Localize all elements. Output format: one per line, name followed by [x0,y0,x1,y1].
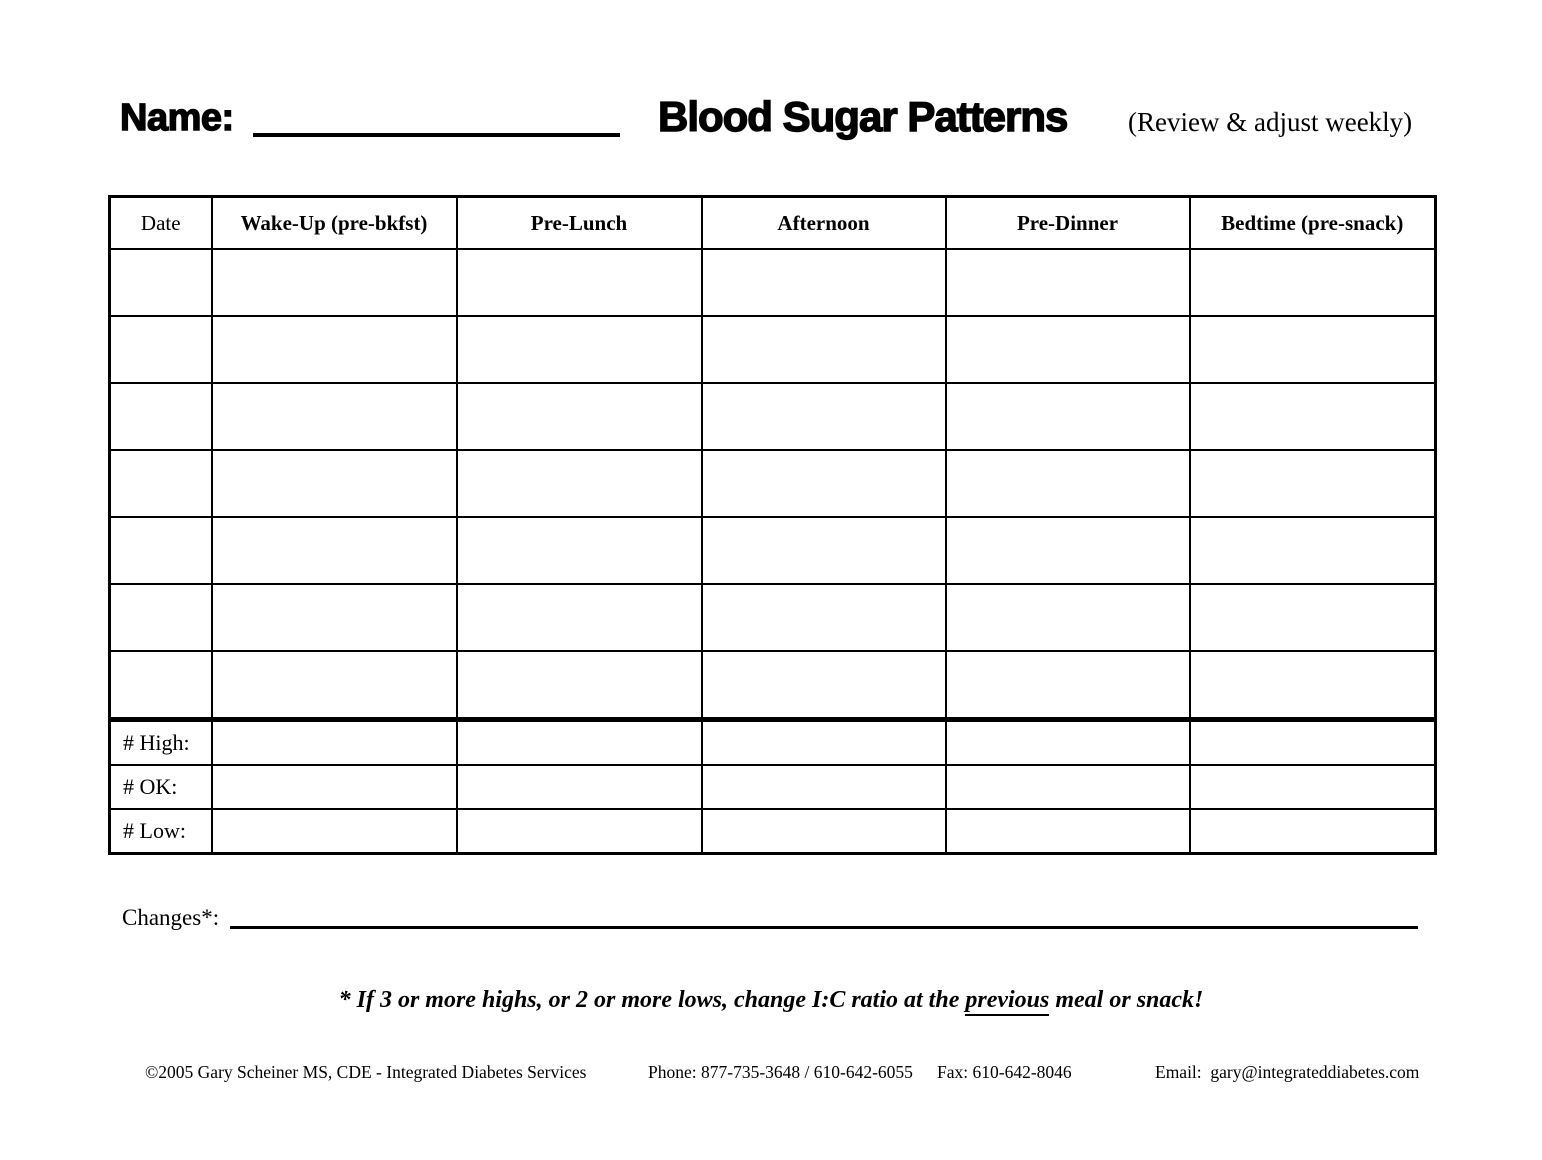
reading-cell[interactable] [946,249,1190,316]
reading-cell[interactable] [702,584,946,651]
table-row [110,584,1436,651]
date-cell[interactable] [110,450,212,517]
reading-cell[interactable] [946,450,1190,517]
summary-value-cell[interactable] [212,809,457,854]
footnote [0,987,1542,1014]
reading-cell[interactable] [212,651,457,719]
footnote-underlined-word: previous [965,987,1049,1016]
column-header-pre-dinner: Pre-Dinner [946,197,1190,250]
table-row [110,249,1436,316]
page-subtitle: (Review & adjust weekly) [1128,107,1413,137]
date-cell[interactable] [110,584,212,651]
reading-cell[interactable] [702,450,946,517]
reading-cell[interactable] [702,316,946,383]
summary-value-cell[interactable] [212,765,457,809]
summary-value-cell[interactable] [946,721,1190,766]
reading-cell[interactable] [212,249,457,316]
blood-sugar-table [108,195,1437,720]
reading-cell[interactable] [702,651,946,719]
reading-cell[interactable] [457,249,702,316]
reading-cell[interactable] [457,450,702,517]
footer-email: Email: gary@integrateddiabetes.com [1155,1062,1420,1082]
footnote-prefix: * If 3 or more highs, or 2 or more lows, change I:C ratio at the [338,987,966,1013]
summary-value-cell[interactable] [457,809,702,854]
summary-value-cell[interactable] [946,809,1190,854]
reading-cell[interactable] [457,383,702,450]
summary-value-cell[interactable] [1190,721,1436,766]
summary-table [108,719,1437,855]
date-cell[interactable] [110,316,212,383]
table-row [110,651,1436,719]
date-cell[interactable] [110,651,212,719]
summary-value-cell[interactable] [457,721,702,766]
summary-row-low [110,809,1436,854]
column-header-afternoon: Afternoon [702,197,946,250]
reading-cell[interactable] [946,651,1190,719]
column-header-pre-lunch: Pre-Lunch [457,197,702,250]
table-row [110,517,1436,584]
summary-value-cell[interactable] [702,809,946,854]
date-cell[interactable] [110,517,212,584]
reading-cell[interactable] [702,383,946,450]
footnote-suffix: meal or snack! [1049,987,1204,1013]
summary-value-cell[interactable] [457,765,702,809]
summary-value-cell[interactable] [1190,765,1436,809]
summary-label-ok: # OK: [110,765,212,809]
reading-cell[interactable] [1190,517,1436,584]
footer-fax: Fax: 610-642-8046 [937,1062,1072,1082]
reading-cell[interactable] [1190,316,1436,383]
reading-cell[interactable] [212,450,457,517]
summary-value-cell[interactable] [946,765,1190,809]
footer-copyright: ©2005 Gary Scheiner MS, CDE - Integrated Diabetes Services [145,1062,587,1082]
summary-value-cell[interactable] [212,721,457,766]
reading-cell[interactable] [946,517,1190,584]
reading-cell[interactable] [702,249,946,316]
reading-cell[interactable] [946,316,1190,383]
reading-cell[interactable] [457,517,702,584]
reading-cell[interactable] [946,383,1190,450]
table-row [110,383,1436,450]
footer-phone: Phone: 877-735-3648 / 610-642-6055 [648,1062,913,1082]
summary-row-high [110,721,1436,766]
summary-label-high: # High: [110,721,212,766]
reading-cell[interactable] [702,517,946,584]
column-header-date: Date [110,197,212,250]
name-blank-line[interactable] [253,133,620,137]
reading-cell[interactable] [212,517,457,584]
date-cell[interactable] [110,383,212,450]
reading-cell[interactable] [1190,249,1436,316]
column-header-bedtime: Bedtime (pre-snack) [1190,197,1436,250]
reading-cell[interactable] [457,316,702,383]
table-row [110,450,1436,517]
summary-row-ok [110,765,1436,809]
reading-cell[interactable] [212,584,457,651]
reading-cell[interactable] [212,316,457,383]
page-title: Blood Sugar Patterns [658,93,1068,140]
reading-cell[interactable] [457,651,702,719]
date-cell[interactable] [110,249,212,316]
table-row [110,316,1436,383]
reading-cell[interactable] [1190,450,1436,517]
changes-label: Changes*: [122,905,220,930]
summary-value-cell[interactable] [702,765,946,809]
name-label: Name: [120,97,234,139]
summary-value-cell[interactable] [1190,809,1436,854]
header-row [110,197,1436,250]
summary-label-low: # Low: [110,809,212,854]
column-header-wake-up: Wake-Up (pre-bkfst) [212,197,457,250]
reading-cell[interactable] [1190,383,1436,450]
reading-cell[interactable] [1190,584,1436,651]
changes-blank-line[interactable] [230,926,1418,929]
reading-cell[interactable] [457,584,702,651]
reading-cell[interactable] [1190,651,1436,719]
summary-value-cell[interactable] [702,721,946,766]
reading-cell[interactable] [212,383,457,450]
reading-cell[interactable] [946,584,1190,651]
